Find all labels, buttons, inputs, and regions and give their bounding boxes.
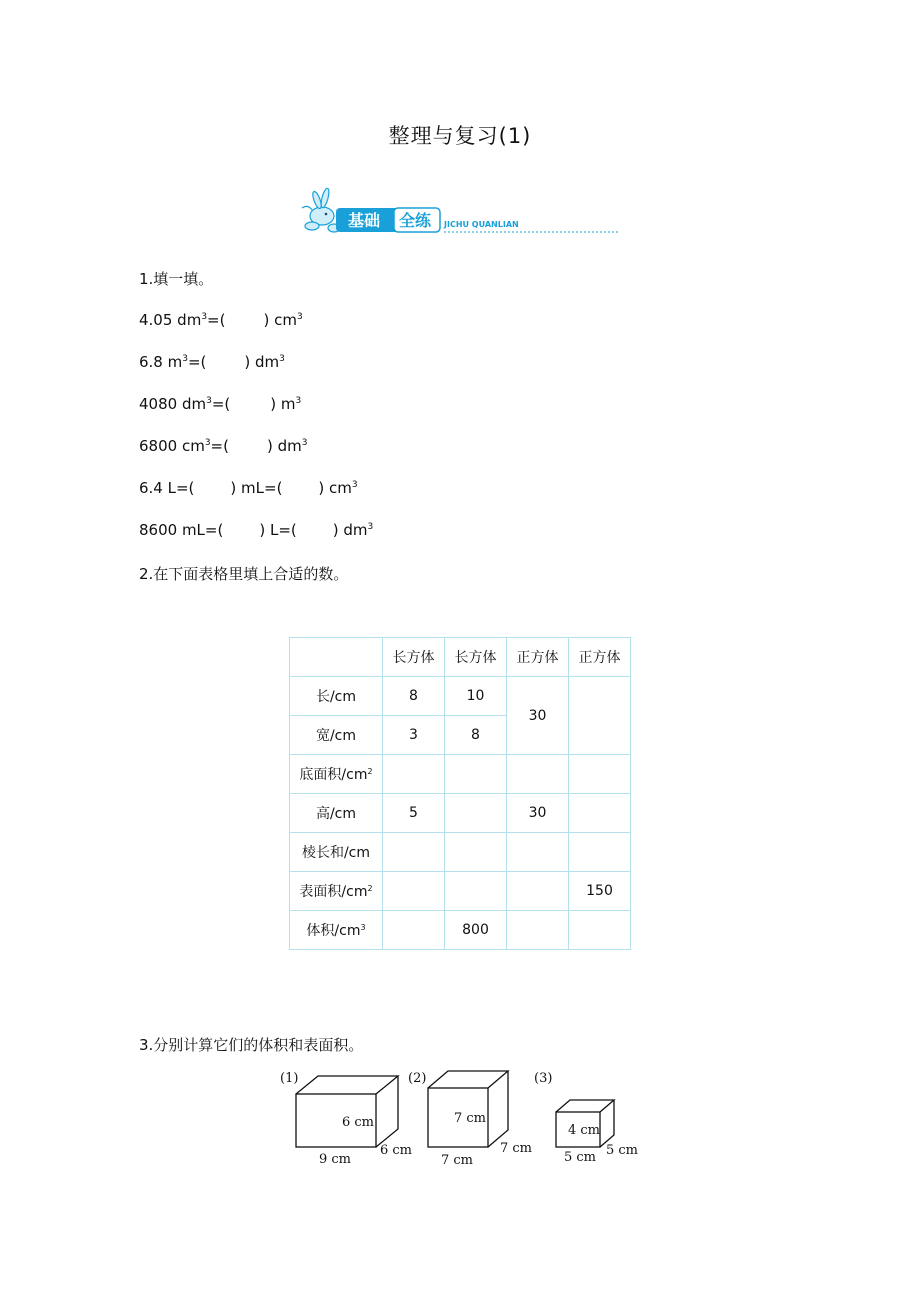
row-label-text: 底面积/cm [299,767,368,783]
cube-side-face [488,1071,508,1147]
banner-label-1: 基础 [348,211,381,230]
table-cell[interactable] [445,872,507,911]
table-header-cell: 正方体 [507,638,569,677]
row-label-edges: 棱长和/cm [290,833,383,872]
table-cell[interactable] [507,755,569,794]
table-header-cell: 长方体 [383,638,445,677]
q1-line-4-eq: =( [210,437,229,455]
q1-line-4-unit: ) dm [266,437,302,455]
row-label-sup: 2 [367,884,373,893]
row-label-surface [290,872,383,911]
row-label-base-area [290,755,383,794]
figure-3-height-label: 4 cm [568,1123,601,1138]
q1-line-6 [139,521,373,539]
q1-heading: 1.填一填。 [139,270,214,288]
table-cell[interactable]: 800 [445,911,507,950]
cuboid-side-face [376,1076,398,1147]
figure-3-number: (3) [534,1071,553,1086]
q1-line-3-sup-c: 3 [295,396,302,406]
q1-line-4-sup-c: 3 [301,438,308,448]
q1-line-5-c: ) cm [318,479,352,497]
q1-line-5-sup: 3 [351,480,358,490]
figure-2-width-label: 7 cm [441,1153,474,1168]
figure-3-depth-label: 5 cm [606,1143,639,1158]
q1-line-2-value: 6.8 m [139,353,183,371]
table-cell[interactable]: 8 [383,677,445,716]
row-label-width: 宽/cm [290,716,383,755]
banner-label-2: 全练 [399,211,432,230]
table-cell[interactable] [445,794,507,833]
cuboid-figure-2 [428,1071,508,1147]
q1-line-1-eq: =( [207,311,226,329]
cube-top-face [428,1071,508,1088]
table-cell[interactable] [445,833,507,872]
figure-2-height-label: 7 cm [454,1111,487,1126]
table-row [290,755,631,794]
table-row [290,833,631,872]
q1-line-5-a: 6.4 L=( [139,479,195,497]
table-header-cell: 长方体 [445,638,507,677]
q1-line-3-sup-a: 3 [206,396,212,406]
q1-line-3-eq: =( [211,395,231,413]
q1-line-1-value: 4.05 dm [139,311,202,329]
figure-1-height-label: 6 cm [342,1115,375,1130]
cuboid-top-face [556,1100,614,1112]
figure-1-depth-label: 6 cm [380,1143,413,1158]
table-cell[interactable] [507,872,569,911]
table-row [290,911,631,950]
table-cell[interactable] [445,755,507,794]
q1-line-1-sup-c: 3 [296,312,303,322]
q1-line-3 [139,395,301,413]
q1-line-4-value: 6800 cm [139,437,205,455]
cuboid-top-face [296,1076,398,1094]
table-cell[interactable] [507,911,569,950]
table-cell[interactable]: 150 [569,872,631,911]
q1-line-1 [139,311,303,329]
table-cell[interactable]: 3 [383,716,445,755]
row-label-length: 长/cm [290,677,383,716]
q1-line-4-sup-a: 3 [204,438,211,448]
figure-2-depth-label: 7 cm [500,1141,533,1156]
table-row [290,677,631,716]
table-header-row [290,638,631,677]
row-label-text: 体积/cm [306,923,361,939]
table-cell[interactable]: 10 [445,677,507,716]
figure-1-width-label: 9 cm [319,1152,352,1167]
row-label-text: 表面积/cm [299,884,368,900]
figure-3-width-label: 5 cm [564,1150,597,1165]
row-label-sup: 3 [360,923,366,932]
table-cell-merged[interactable]: 30 [507,677,569,755]
figure-1-number: (1) [280,1071,299,1086]
cuboid-figures [276,1065,646,1175]
q1-line-2-sup-a: 3 [182,354,188,364]
q1-line-3-unit: ) m [270,395,296,413]
table-row [290,794,631,833]
q1-line-6-a: 8600 mL=( [139,521,224,539]
data-table [289,637,631,950]
q1-line-6-sup: 3 [367,522,374,532]
cuboid-figure-1 [296,1076,398,1147]
table-cell[interactable] [569,755,631,794]
table-corner-cell [290,638,383,677]
rabbit-icon [302,188,340,232]
q1-line-6-b: ) L=( [259,521,297,539]
table-cell[interactable] [569,833,631,872]
table-cell[interactable]: 8 [445,716,507,755]
cuboid-side-face [600,1100,614,1147]
table-cell[interactable] [383,911,445,950]
figure-2-number: (2) [408,1071,427,1086]
q1-line-2-sup-c: 3 [279,354,285,364]
table-cell[interactable] [507,833,569,872]
table-cell[interactable] [569,794,631,833]
section-banner [298,186,622,240]
table-cell[interactable] [383,833,445,872]
q1-line-2-eq: =( [187,353,207,371]
row-label-sup: 2 [367,767,373,776]
table-header-cell: 正方体 [569,638,631,677]
row-label-height: 高/cm [290,794,383,833]
row-label-volume [290,911,383,950]
q3-heading: 3.分别计算它们的体积和表面积。 [139,1036,364,1054]
q1-line-2 [139,353,285,371]
q1-line-3-value: 4080 dm [139,395,207,413]
q1-line-5-b: ) mL=( [230,479,283,497]
q1-line-4 [139,437,307,455]
q1-line-6-c: ) dm [332,521,368,539]
table-cell[interactable]: 30 [507,794,569,833]
banner-subtitle: JICHU QUANLIAN [444,220,519,229]
page-title: 整理与复习(1) [388,124,532,148]
table-cell[interactable] [383,872,445,911]
q1-line-2-unit: ) dm [244,353,280,371]
table-cell[interactable]: 5 [383,794,445,833]
table-cell[interactable] [383,755,445,794]
q1-line-1-unit: ) cm [263,311,297,329]
table-cell-merged[interactable] [569,677,631,755]
q1-line-1-sup-a: 3 [201,312,208,322]
table-cell[interactable] [569,911,631,950]
table-row [290,872,631,911]
q1-line-5 [139,479,358,497]
q2-heading: 2.在下面表格里填上合适的数。 [139,565,349,583]
